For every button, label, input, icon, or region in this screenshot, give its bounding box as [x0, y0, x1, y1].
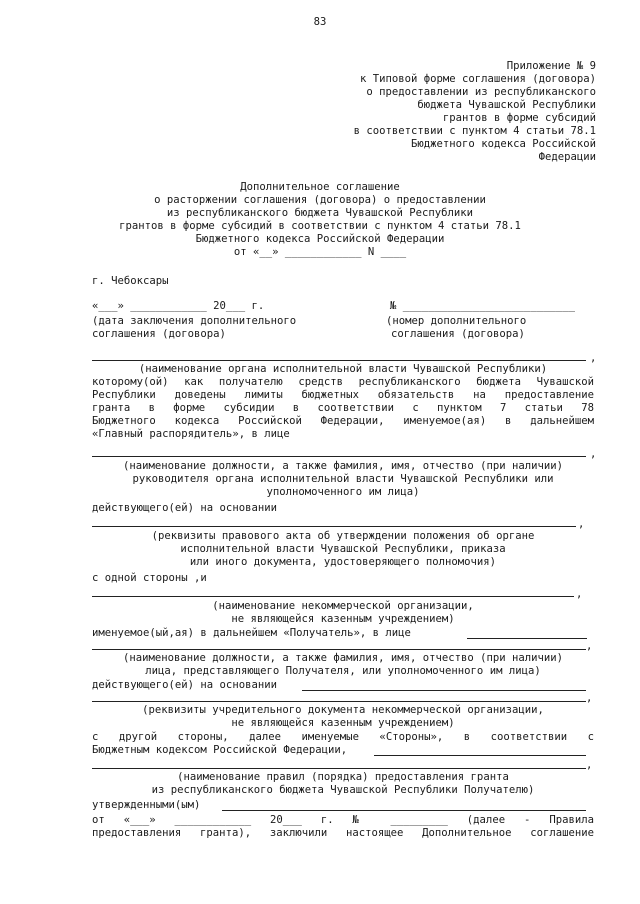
nco-caption-1: (наименование некоммерческой организации, — [212, 600, 474, 612]
para1-line-1: которому(ой) как получателю средств республиканского бюджета Чувашской — [92, 376, 594, 388]
named-recipient: именуемое(ый,ая) в дальнейшем «Получатель», в лице — [92, 627, 411, 639]
rules-caption-2: из республиканского бюджета Чувашской Республики Получателю) — [151, 784, 535, 796]
org-caption: (наименование органа исполнительной власти Чувашской Республики) — [138, 363, 548, 375]
date-caption-1: (дата заключения дополнительного — [92, 315, 297, 327]
appendix-line-5: грантов в форме субсидий — [442, 112, 596, 124]
head-caption-1: (наименование должности, а также фамилия, имя, отчество (при наличии) — [122, 460, 564, 472]
final-line-2: предоставления гранта), заключили настоящее Дополнительное соглашение — [92, 827, 594, 839]
appendix-line-3: о предоставлении из республиканского — [366, 86, 596, 98]
recipient-caption-1: (наименование должности, а также фамилия, имя, отчество (при наличии) — [122, 652, 564, 664]
date-caption-2: соглашения (договора) — [92, 328, 226, 340]
title-line-4: грантов в форме субсидий в соответствии с пунктом 4 статьи 78.1 — [119, 220, 521, 232]
charter-caption-2: не являющейся казенным учреждением) — [231, 717, 455, 729]
title-line-3: из республиканского бюджета Чувашской Республики — [166, 207, 474, 219]
charter-line — [92, 701, 586, 702]
date-field: «___» ____________ 20___ г. — [92, 300, 265, 312]
final-line-1: от «___» ____________ 20___ г. № _________ (далее - Правила — [92, 814, 594, 826]
document-page: 83 Приложение № 9 к Типовой форме соглашения (договора) о предоставлении из республиканского бюджета Чувашской Республики грантов в форме субсидий в соответствии с пунктом 4 статьи 78.1 Бюджетного кодекса Российской Федерации Дополнительное соглашение о расторжении соглашения (договора) о предоставлении из республиканского бюджета Чувашской Республики грантов в форме субсидий в соответствии с пунктом 4 статьи 78.1 Бюджетного кодекса Российской Федерации от «__» ____________ N ____ г. Чебоксары «___» ____________ 20___ г. № ___________________________ (дата заключения дополнительного соглашения (договора) (номер дополнительного соглашения (договора) , (наименование органа исполнительной власти Чувашской Республики) которому(ой) как получателю средств республиканского бюджета Чувашской Республики доведены лимиты бюджетных обязательств на предоставление гранта в форме субсидии в соответствии с пунктом 7 статьи 78 Бюджетного кодекса Российской Федерации, именуемое(ая) в дальнейшем «Главный распорядитель», в лице , (наименование должности, а также фамилия, имя, отчество (при наличии) руководителя органа исполнительной власти Чувашской Республики или уполномоченного им лица) действующего(ей) на основании , (реквизиты правового акта об утверждении положения об органе исполнительной власти Чувашской Республики, приказа или иного документа, удостоверяющего полномочия) с одной стороны ,и , (наименование некоммерческой организации, не являющейся казенным учреждением) именуемое(ый,ая) в дальнейшем «Получатель», в лице , (наименование должности, а также фамилия, имя, отчество (при наличии) лица, представляющего Получателя, или уполномоченного им лица) действующего(ей) на основании , (реквизиты учредительного документа некоммерческой организации, не являющейся казенным учреждением) с другой стороны, далее именуемые «Стороны», в соответствии с Бюджетным кодексом Российской Федерации, , (наименование правил (порядка) предоставления гранта из республиканского бюджета Чувашской Республики Получателю) утвержденными(ым) от «___» ____________ 20___ г. № _________ (далее - Правила предоставления гранта), заключили настоящее Дополнительное соглашение — [0, 0, 640, 904]
para1-line-2: Республики доведены лимиты бюджетных обязательств на предоставление — [92, 389, 594, 401]
legal-caption-2: исполнительной власти Чувашской Республики, приказа — [180, 543, 506, 555]
charter-caption-1: (реквизиты учредительного документа некоммерческой организации, — [142, 704, 544, 716]
code-line-a — [374, 755, 586, 756]
acting-basis-line-a — [302, 690, 586, 691]
rules-caption-1: (наименование правил (порядка) предоставления гранта — [177, 771, 509, 783]
other-side-2: Бюджетным кодексом Российской Федерации, — [92, 744, 348, 756]
appendix-line-4: бюджета Чувашской Республики — [417, 99, 596, 111]
recipient-person-line-a — [467, 638, 587, 639]
recipient-caption-2: лица, представляющего Получателя, или уполномоченного им лица) — [145, 665, 541, 677]
appendix-line-7: Бюджетного кодекса Российской — [411, 138, 596, 150]
para1-line-5: «Главный распорядитель», в лице — [92, 428, 290, 440]
head-name-line — [92, 456, 586, 457]
rules-line — [92, 768, 586, 769]
head-caption-2: руководителя органа исполнительной власти Чувашской Республики или — [132, 473, 554, 485]
nco-caption-2: не являющейся казенным учреждением) — [231, 613, 455, 625]
legal-caption-1: (реквизиты правового акта об утверждении положения об органе — [151, 530, 535, 542]
approved-line — [222, 810, 586, 811]
appendix-line-6: в соответствии с пунктом 4 статьи 78.1 — [353, 125, 596, 137]
title-line-5: Бюджетного кодекса Российской Федерации — [195, 233, 445, 245]
one-side: с одной стороны ,и — [92, 572, 207, 584]
legal-act-line — [92, 526, 576, 527]
title-line-1: Дополнительное соглашение — [240, 181, 400, 193]
page-number: 83 — [313, 16, 327, 28]
title-line-6: от «__» ____________ N ____ — [233, 246, 407, 258]
acting-basis-1: действующего(ей) на основании — [92, 502, 277, 514]
number-caption-1: (номер дополнительного — [386, 315, 527, 327]
para1-line-3: гранта в форме субсидии в соответствии с пунктом 7 статьи 78 — [92, 402, 594, 414]
city: г. Чебоксары — [92, 275, 169, 287]
number-field: № ___________________________ — [390, 300, 575, 312]
appendix-line-2: к Типовой форме соглашения (договора) — [360, 73, 596, 85]
acting-basis-2: действующего(ей) на основании — [92, 679, 277, 691]
org-name-line — [92, 360, 586, 361]
appendix-line-8: Федерации — [538, 151, 596, 163]
recipient-person-line-b — [92, 649, 586, 650]
para1-line-4: Бюджетного кодекса Российской Федерации, именуемое(ая) в дальнейшем — [92, 415, 594, 427]
appendix-line-1: Приложение № 9 — [506, 60, 596, 72]
head-caption-3: уполномоченного им лица) — [266, 486, 420, 498]
other-side-1: с другой стороны, далее именуемые «Стороны», в соответствии с — [92, 731, 594, 743]
legal-caption-3: или иного документа, удостоверяющего полномочия) — [189, 556, 497, 568]
approved-by: утвержденными(ым) — [92, 799, 201, 811]
title-line-2: о расторжении соглашения (договора) о предоставлении — [154, 194, 486, 206]
nco-name-line — [92, 596, 574, 597]
number-caption-2: соглашения (договора) — [391, 328, 525, 340]
